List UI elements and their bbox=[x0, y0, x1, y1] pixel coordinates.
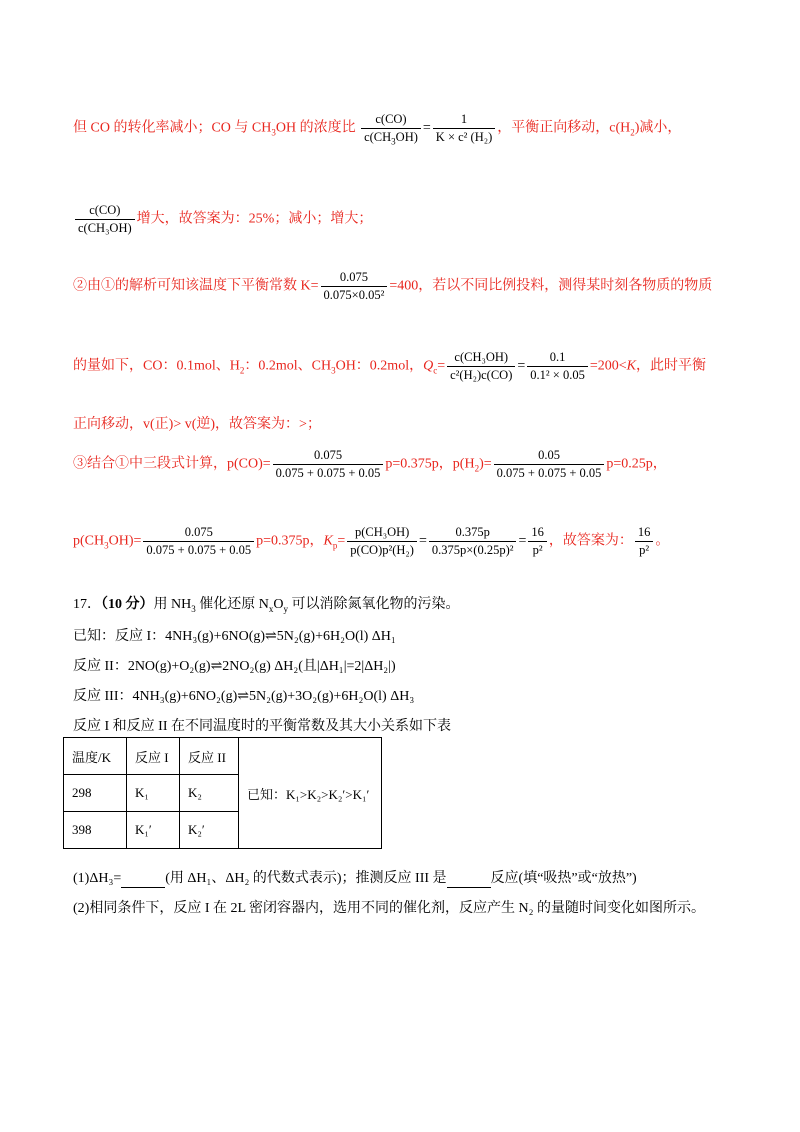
sub-question-1: (1)ΔH₃= (用 ΔH₁、ΔH₂ 的代数式表示)；推测反应 III 是 反应(填“吸热”或“放热”) bbox=[73, 871, 637, 886]
fraction-kp-substituted: $\frac{0.375p}{\text{0.375p×(0.25p)²}}$ bbox=[429, 525, 517, 558]
solution-line-4: 的量如下，CO：0.1mol、$H_2$：0.2mol、$CH_3OH$：0.2mol，$Q_c=$ $\frac{\text{c(CH₃OH)}}{\text{c²(H₂)c(CO)}}$ = $\frac{0.1}{\text{0.1² × 0.05}}$ =200<K，此时平衡 bbox=[73, 350, 706, 382]
fraction-kp-result: $\frac{16}{\text{p²}}$ bbox=[528, 525, 547, 558]
fraction-co-ch3oh: $\frac{c(CO)}{c(CH_3OH)}$ bbox=[361, 112, 421, 145]
fraction-qc-value: $\frac{0.1}{\text{0.1² × 0.05}}$ bbox=[527, 350, 588, 383]
fraction-pco: $\frac{0.075}{0.075 + 0.075 + 0.05}$ bbox=[273, 448, 384, 481]
table-row: 298 K₁ K₂ bbox=[64, 775, 382, 812]
solution-line-7: $p(CH_3OH)=$ $\frac{0.075}{0.075 + 0.075 + 0.05}$ p=0.375p，$K_p=$ $\frac{\text{p(CH₃OH)}}{\text{p(CO)p²(H₂)}}$ = $\frac{0.375p}{\text{0.375p×(0.25p)²}}$ = $\frac{16}{\text{p²}}$ ，故答案为： $\frac{16}{\text{p²}}$ 。 bbox=[73, 525, 670, 557]
constant-relation-note: 已知：K₁>K₂>K₂′>K₁′ bbox=[239, 738, 382, 849]
solution-line-3: ②由①的解析可知该温度下平衡常数 K= $\frac{0.075}{\text{0.075×0.05²}}$ =400，若以不同比例投料，测得某时刻各物质的物质 bbox=[73, 270, 713, 302]
solution-line-6: ③结合①中三段式计算，p(CO)= $\frac{0.075}{0.075 + 0.075 + 0.05}$ p=0.375p，$p(H_2)=$ $\frac{0.05}{0.075 + 0.075 + 0.05}$ p=0.25p， bbox=[73, 448, 667, 480]
answer-blank-2[interactable] bbox=[447, 873, 491, 888]
reaction-3: 反应 III：4NH₃(g)+6NO₂(g)⇌5N₂(g)+3O₂(g)+6H₂O(l) ΔH₃ bbox=[73, 689, 415, 704]
sub-question-2: (2)相同条件下，反应 I 在 2L 密闭容器内，选用不同的催化剂，反应产生 N₂ 的量随时间变化如图所示。 bbox=[73, 901, 706, 916]
reaction-2: 反应 II：2NO(g)+O₂(g)⇌2NO₂(g) ΔH₂(且|ΔH₁|=2|ΔH₂|) bbox=[73, 659, 396, 674]
fraction-qc-expression: $\frac{\text{c(CH₃OH)}}{\text{c²(H₂)c(CO)}}$ bbox=[447, 350, 515, 383]
question-17-header: 17．（10 分）用 $NH_3$ 催化还原 $N_xO_y$ 可以消除氮氧化物的污染。 bbox=[73, 597, 460, 614]
fraction-kp-expression: $\frac{\text{p(CH₃OH)}}{\text{p(CO)p²(H₂)}}$ bbox=[347, 525, 417, 558]
fraction-ph2: $\frac{0.05}{0.075 + 0.075 + 0.05}$ bbox=[494, 448, 605, 481]
fraction-1-over-k: $\frac{1}{\text{K × c² (H₂)}}$ bbox=[433, 112, 495, 145]
reaction-1: 已知：反应 I：4NH₃(g)+6NO(g)⇌5N₂(g)+6H₂O(l) ΔH₁ bbox=[73, 629, 396, 644]
fraction-pch3oh: $\frac{0.075}{0.075 + 0.075 + 0.05}$ bbox=[143, 525, 254, 558]
fraction-co-ch3oh-2: $\frac{c(CO)}{\text{c(CH₃OH)}}$ bbox=[75, 203, 135, 236]
equilibrium-constant-table bbox=[63, 737, 382, 849]
answer-blank-1[interactable] bbox=[121, 873, 165, 888]
solution-line-5: 正向移动，v(正)> v(逆)，故答案为：>； bbox=[73, 417, 321, 432]
solution-line-2: $\frac{c(CO)}{\text{c(CH₃OH)}}$ 增大，故答案为：25%；减小；增大； bbox=[73, 203, 372, 236]
table-row: 温度/K 反应 I 反应 II 已知：K₁>K₂>K₂′>K₁′ bbox=[64, 738, 382, 775]
table-intro: 反应 I 和反应 II 在不同温度时的平衡常数及其大小关系如下表 bbox=[73, 719, 451, 734]
fraction-answer: $\frac{16}{\text{p²}}$ bbox=[635, 525, 654, 558]
fraction-k-value: $\frac{0.075}{\text{0.075×0.05²}}$ bbox=[321, 270, 388, 303]
solution-line-1: 但 CO 的转化率减小；CO 与 $CH_3OH$ 的浓度比 $\frac{c(CO)}{c(CH_3OH)}$ = $\frac{1}{\text{K × c² (H₂)}}$ ，平衡正向移动，$c(H_2)$减小， bbox=[73, 112, 682, 147]
table-row: 398 K₁′ K₂′ bbox=[64, 812, 382, 849]
